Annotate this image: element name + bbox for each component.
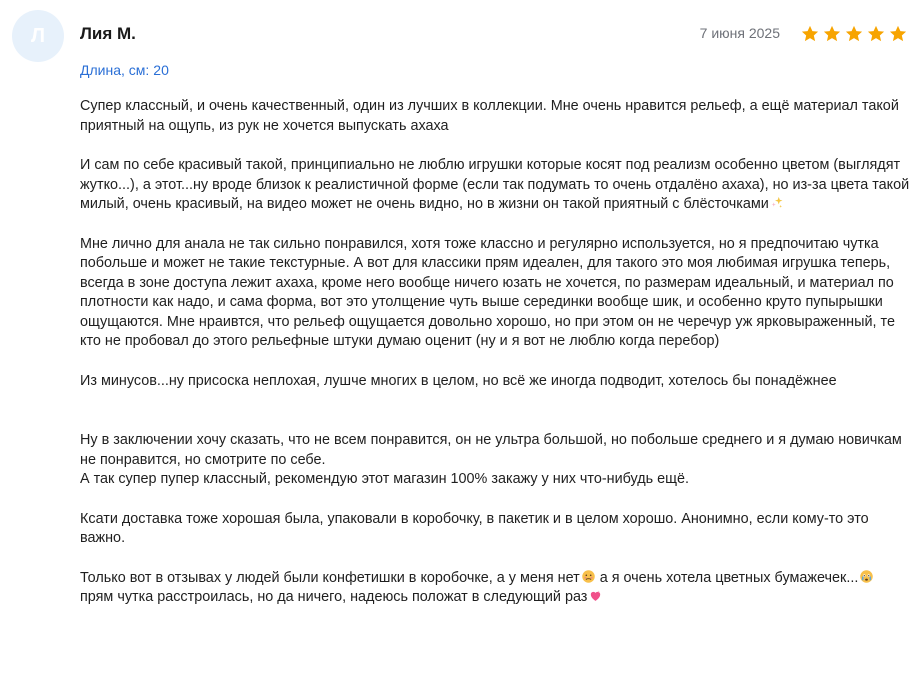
review-text <box>80 97 910 628</box>
star-icon <box>888 24 908 44</box>
review-paragraph: Ксати доставка тоже хорошая была, упаковали в коробочку, в пакетик и в целом хорошо. Анонимно, если кому-то это важно. <box>80 510 869 546</box>
avatar-letter: Л <box>30 24 46 47</box>
review-paragraph-text: а я очень хотела цветных бумажечек... <box>595 569 859 586</box>
review-paragraph-text: Только вот в отзывах у людей были конфетишки в коробочке, а у меня нет <box>80 569 580 586</box>
heart-icon <box>588 588 603 603</box>
review-paragraph <box>80 569 910 608</box>
star-icon <box>822 24 842 44</box>
review-paragraph: Из минусов...ну присоска неплохая, лушче многих в целом, но всё же иногда подводит, хотелось бы понадёжнее <box>80 372 837 389</box>
author-name: Лия М. <box>80 24 136 43</box>
review-paragraph <box>80 156 910 215</box>
review-paragraph: Мне лично для анала не так сильно понравился, хотя тоже классно и регулярно используется, но я предпочитаю чутка побольше и может не такие текстурные. А вот для классики прям идеален, для такого это моя любимая игрушка теперь, всегда в зоне доступа лежит ахаха, кроме него вообще ничего юзать не хочется, по размерам идеальный, и материал по плотности как надо, и сама форма, вот это утолщение чуть выше серединки вообще шик, и особенно круто пупырышки ощущаются. Мне нраивтся, что рельеф ощущается довольно хорошо, но при этом он не черечур уж ярковыраженный, те кто не пробовал до этого рельефные штуки думаю оценит (ну и я вот не люблю когда перебор) <box>80 235 895 349</box>
star-icon <box>844 24 864 44</box>
review-paragraph: Ну в заключении хочу сказать, что не всем понравится, он не ультра большой, но побольше среднего и я думаю новичкам не понравится, но смотрите по себе. А так супер пупер классный, рекомендую этот магазин 100% закажу у них что-нибудь ещё. <box>80 432 902 487</box>
review-paragraph-text: прям чутка расстроилась, но да ничего, надеюсь положат в следующий раз <box>80 589 588 605</box>
product-attribute <box>80 62 169 78</box>
review-paragraph-text: И сам по себе красивый такой, принципиально не люблю игрушки которые косят под реализм особенно цветом (выглядят жутко...), а этот...ну вроде близок к реалистичной форме (если так подумать то очень отдалёно ахаха), но из-за цвета такой милый, очень красивый, на видео может не очень видно, но в жизни он такой приятный с блёсточками <box>80 157 910 212</box>
sad-face-icon <box>581 569 596 584</box>
star-icon <box>800 24 820 44</box>
review-date: 7 июня 2025 <box>699 25 780 41</box>
attribute-value: 20 <box>153 62 169 78</box>
star-icon <box>866 24 886 44</box>
rating-stars <box>800 24 908 44</box>
avatar <box>12 10 64 62</box>
sparkles-icon <box>770 195 785 210</box>
crying-face-icon <box>859 569 874 584</box>
attribute-label: Длина, см: <box>80 62 150 78</box>
review-paragraph: Супер классный, и очень качественный, один из лучших в коллекции. Мне очень нравится рельеф, а ещё материал такой приятный на ощупь, из рук не хочется выпускать ахаха <box>80 98 899 134</box>
